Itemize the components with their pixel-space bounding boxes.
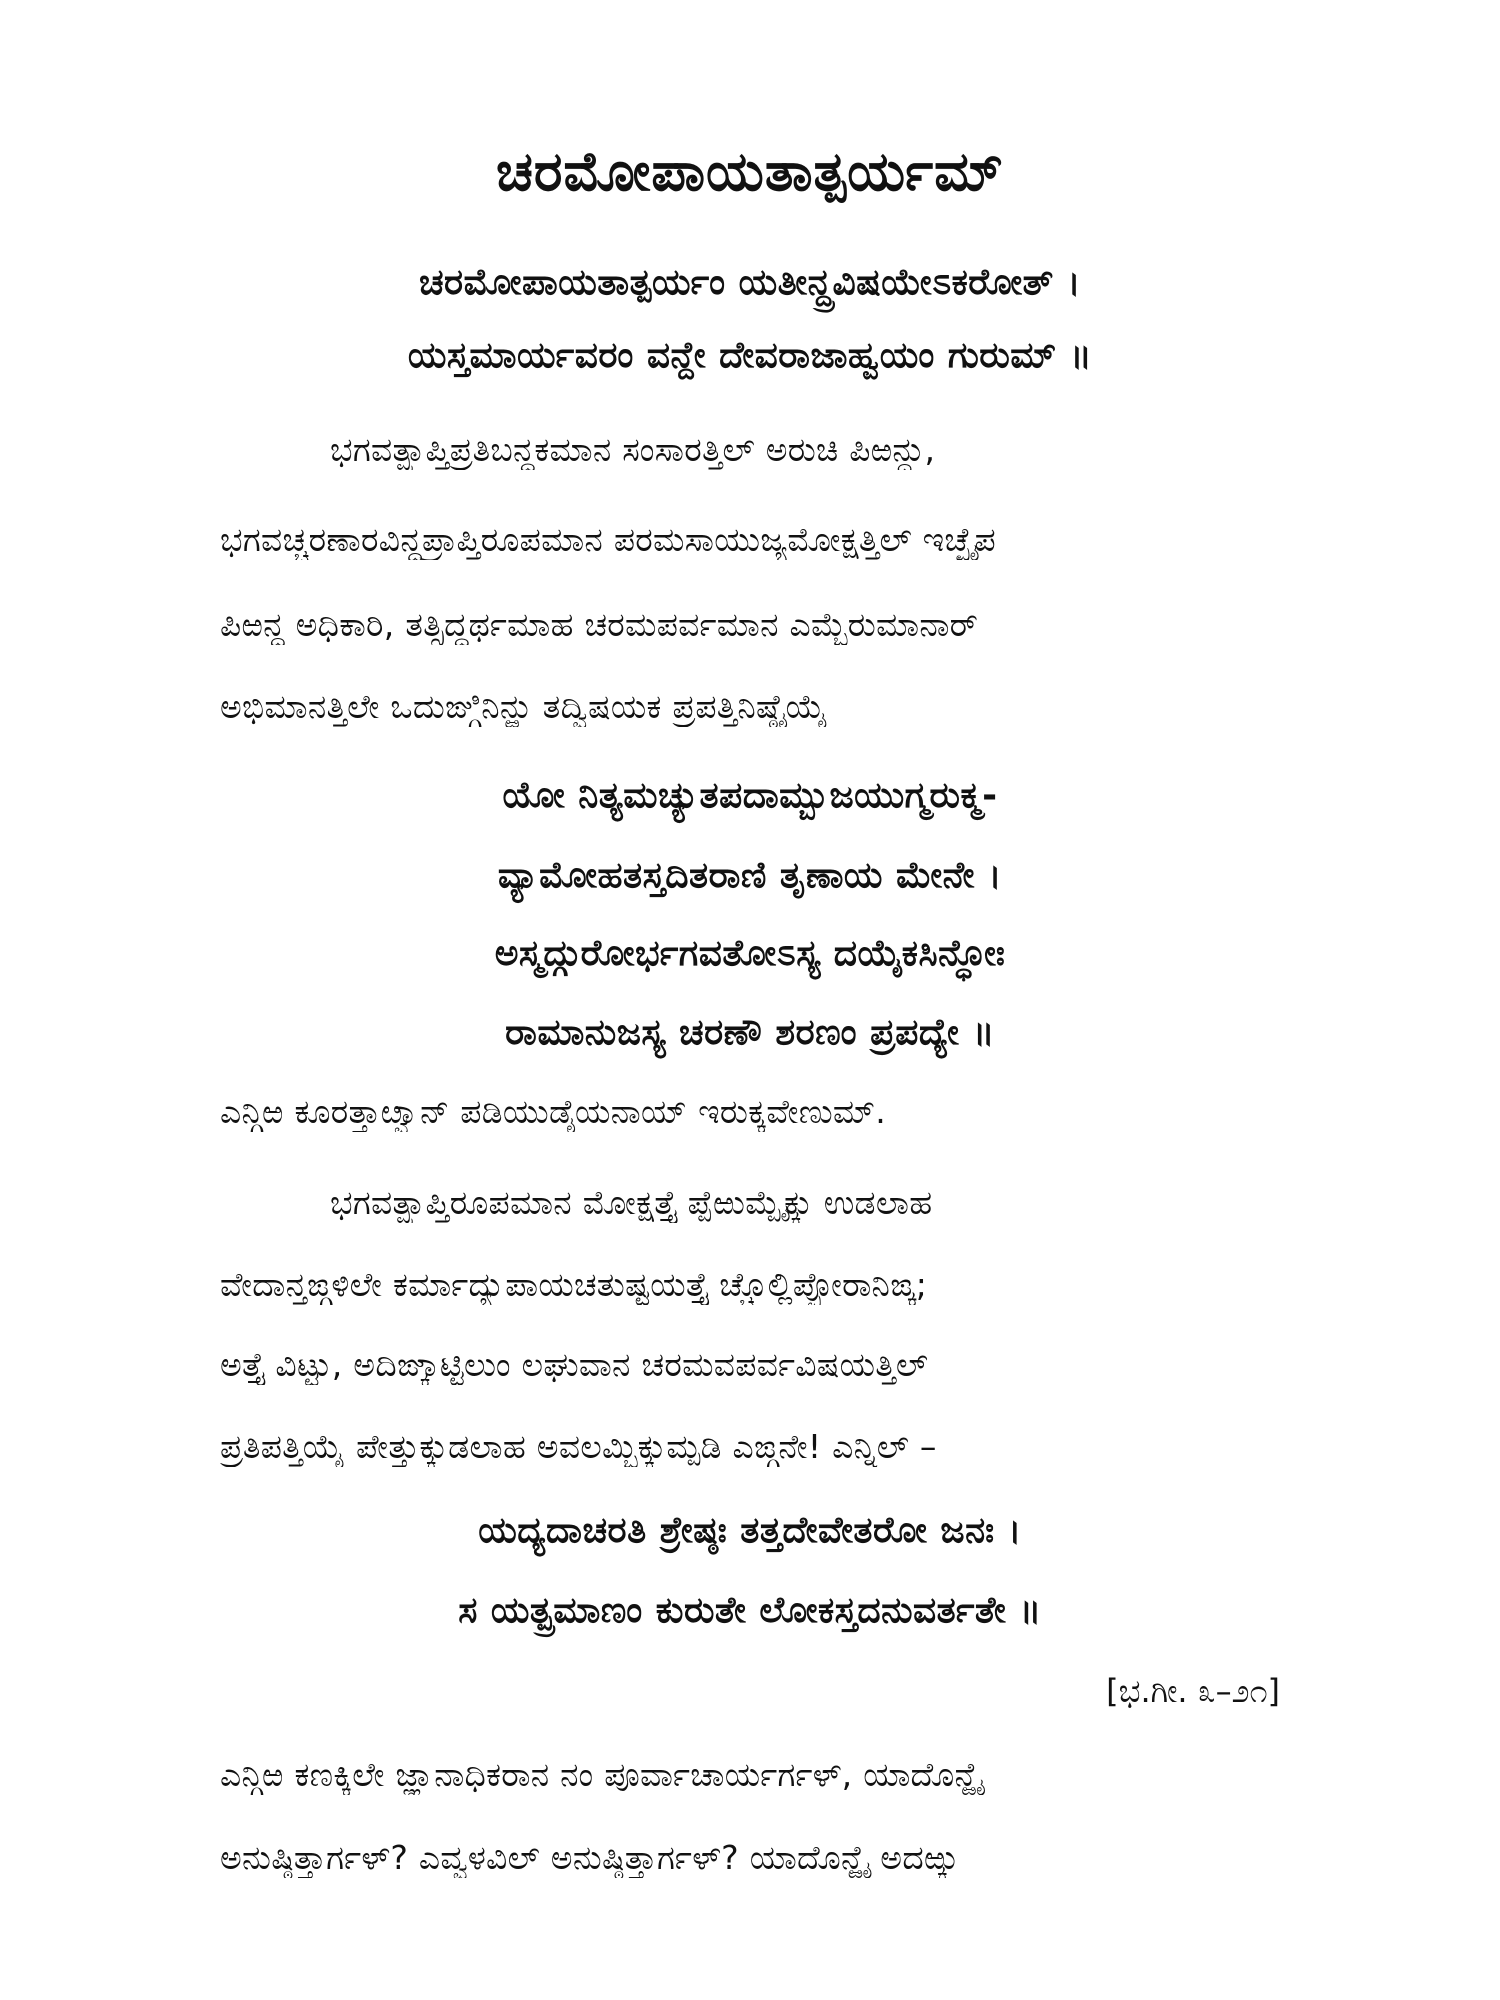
paragraph-4-line-1: ಎನ್ಗಿಱ ಕಣಕ್ಕಿಲೇ ಜ್ಞಾನಾಧಿಕರಾನ ನಂ ಪೂರ್ವಾಚಾರ್ಯರ್ಗಳ್, ಯಾದೊನ್ಱೈ: [220, 1755, 984, 1794]
verse-1-line-1: ಚರಮೋಪಾಯತಾತ್ಪರ್ಯಂ ಯತೀನ್ದ್ರವಿಷಯೇಽಕರೋತ್ ।: [418, 262, 1082, 303]
paragraph-3-line-4: ಪ್ರತಿಪತ್ತಿಯೈ ಪೇತ್ತುಕ್ಕುಡಲಾಹ ಅವಲಮ್ಬಿಕ್ಕುಮ್ಪಡಿ ಎಙ್ಗನೇ! ಎನ್ನಿಲ್ –: [220, 1427, 937, 1466]
paragraph-3-line-1: ಭಗವತ್ಪ್ರಾಪ್ತಿರೂಪಮಾನ ಮೋಕ್ಷತ್ತೈ ಪ್ಪೆಱುಮ್ಪೈಕ್ಕು ಉಡಲಾಹ: [330, 1183, 933, 1222]
page-title: ಚರಮೋಪಾಯತಾತ್ಪರ್ಯಮ್: [496, 140, 1004, 203]
paragraph-1-line-3: ಪಿಱನ್ದ ಅಧಿಕಾರಿ, ತತ್ಸಿದ್ಧ್ಯರ್ಥಮಾಹ ಚರಮಪರ್ವಮಾನ ಎಮ್ಬೆರುಮಾನಾರ್: [220, 605, 979, 644]
citation: [ಭ.ಗೀ. ೩–೨೧]: [1106, 1672, 1280, 1710]
verse-2-line-3: ಅಸ್ಮದ್ಗುರೋರ್ಭಗವತೋಽಸ್ಯ ದಯೈಕಸಿನ್ಧೋಃ: [494, 933, 1006, 974]
verse-2-line-1: ಯೋ ನಿತ್ಯಮಚ್ಯುತಪದಾಮ್ಬುಜಯುಗ್ಮರುಕ್ಮ-: [502, 775, 998, 816]
paragraph-1-line-4: ಅಭಿಮಾನತ್ತಿಲೇ ಒದುಙ್ಗಿನಿನ್ಱು ತದ್ವಿಷಯಕ ಪ್ರಪತ್ತಿನಿಷ್ಠೈಯೈ: [220, 687, 829, 726]
paragraph-4-line-2: ಅನುಷ್ಠಿತ್ತಾರ್ಗಳ್? ಎವ್ವಳವಿಲ್ ಅನುಷ್ಠಿತ್ತಾರ್ಗಳ್? ಯಾದೊನ್ಱೈ ಅದಱ್ಕು: [220, 1838, 960, 1877]
paragraph-1-line-2: ಭಗವಚ್ಚರಣಾರವಿನ್ದಪ್ರಾಪ್ತಿರೂಪಮಾನ ಪರಮಸಾಯುಜ್ಯಮೋಕ್ಷತ್ತಿಲ್ ಇಚ್ಛೈಪ: [220, 520, 997, 559]
paragraph-3-line-2: ವೇದಾನ್ತಙ್ಗಳಿಲೇ ಕರ್ಮಾದ್ಯುಪಾಯಚತುಷ್ಟಯತ್ತೈ ಚ್ಚೊಲ್ಲಿಪ್ಪೋರಾನಿಙ್ಕ;: [220, 1265, 928, 1304]
verse-1-line-2: ಯಸ್ತಮಾರ್ಯವರಂ ವನ್ದೇ ದೇವರಾಜಾಹ್ವಯಂ ಗುರುಮ್ ॥: [407, 335, 1093, 376]
verse-3-line-2: ಸ ಯತ್ಪ್ರಮಾಣಂ ಕುರುತೇ ಲೋಕಸ್ತದನುವರ್ತತೇ ॥: [458, 1590, 1042, 1631]
verse-2-line-4: ರಾಮಾನುಜಸ್ಯ ಚರಣೌ ಶರಣಂ ಪ್ರಪದ್ಯೇ ॥: [505, 1012, 995, 1053]
paragraph-3-line-3: ಅತ್ತೈ ವಿಟ್ಟು, ಅದಿಙ್ಕಾಟ್ಟಿಲುಂ ಲಘುವಾನ ಚರಮವಪರ್ವವಿಷಯತ್ತಿಲ್: [220, 1345, 929, 1384]
paragraph-2-line-1: ಎನ್ಗಿಱ ಕೂರತ್ತಾೞ್ವಾನ್ ಪಡಿಯುಡೈಯನಾಯ್ ಇರುಕ್ಕವೇಣುಮ್.: [220, 1092, 887, 1131]
paragraph-1-line-1: ಭಗವತ್ಪ್ರಾಪ್ತಿಪ್ರತಿಬನ್ಧಕಮಾನ ಸಂಸಾರತ್ತಿಲ್ ಅರುಚಿ ಪಿಱನ್ದು,: [330, 430, 936, 469]
verse-3-line-1: ಯದ್ಯದಾಚರತಿ ಶ್ರೇಷ್ಠಃ ತತ್ತದೇವೇತರೋ ಜನಃ ।: [478, 1510, 1022, 1551]
verse-2-line-2: ವ್ಯಾಮೋಹತಸ್ತದಿತರಾಣಿ ತೃಣಾಯ ಮೇನೇ ।: [497, 855, 1003, 896]
